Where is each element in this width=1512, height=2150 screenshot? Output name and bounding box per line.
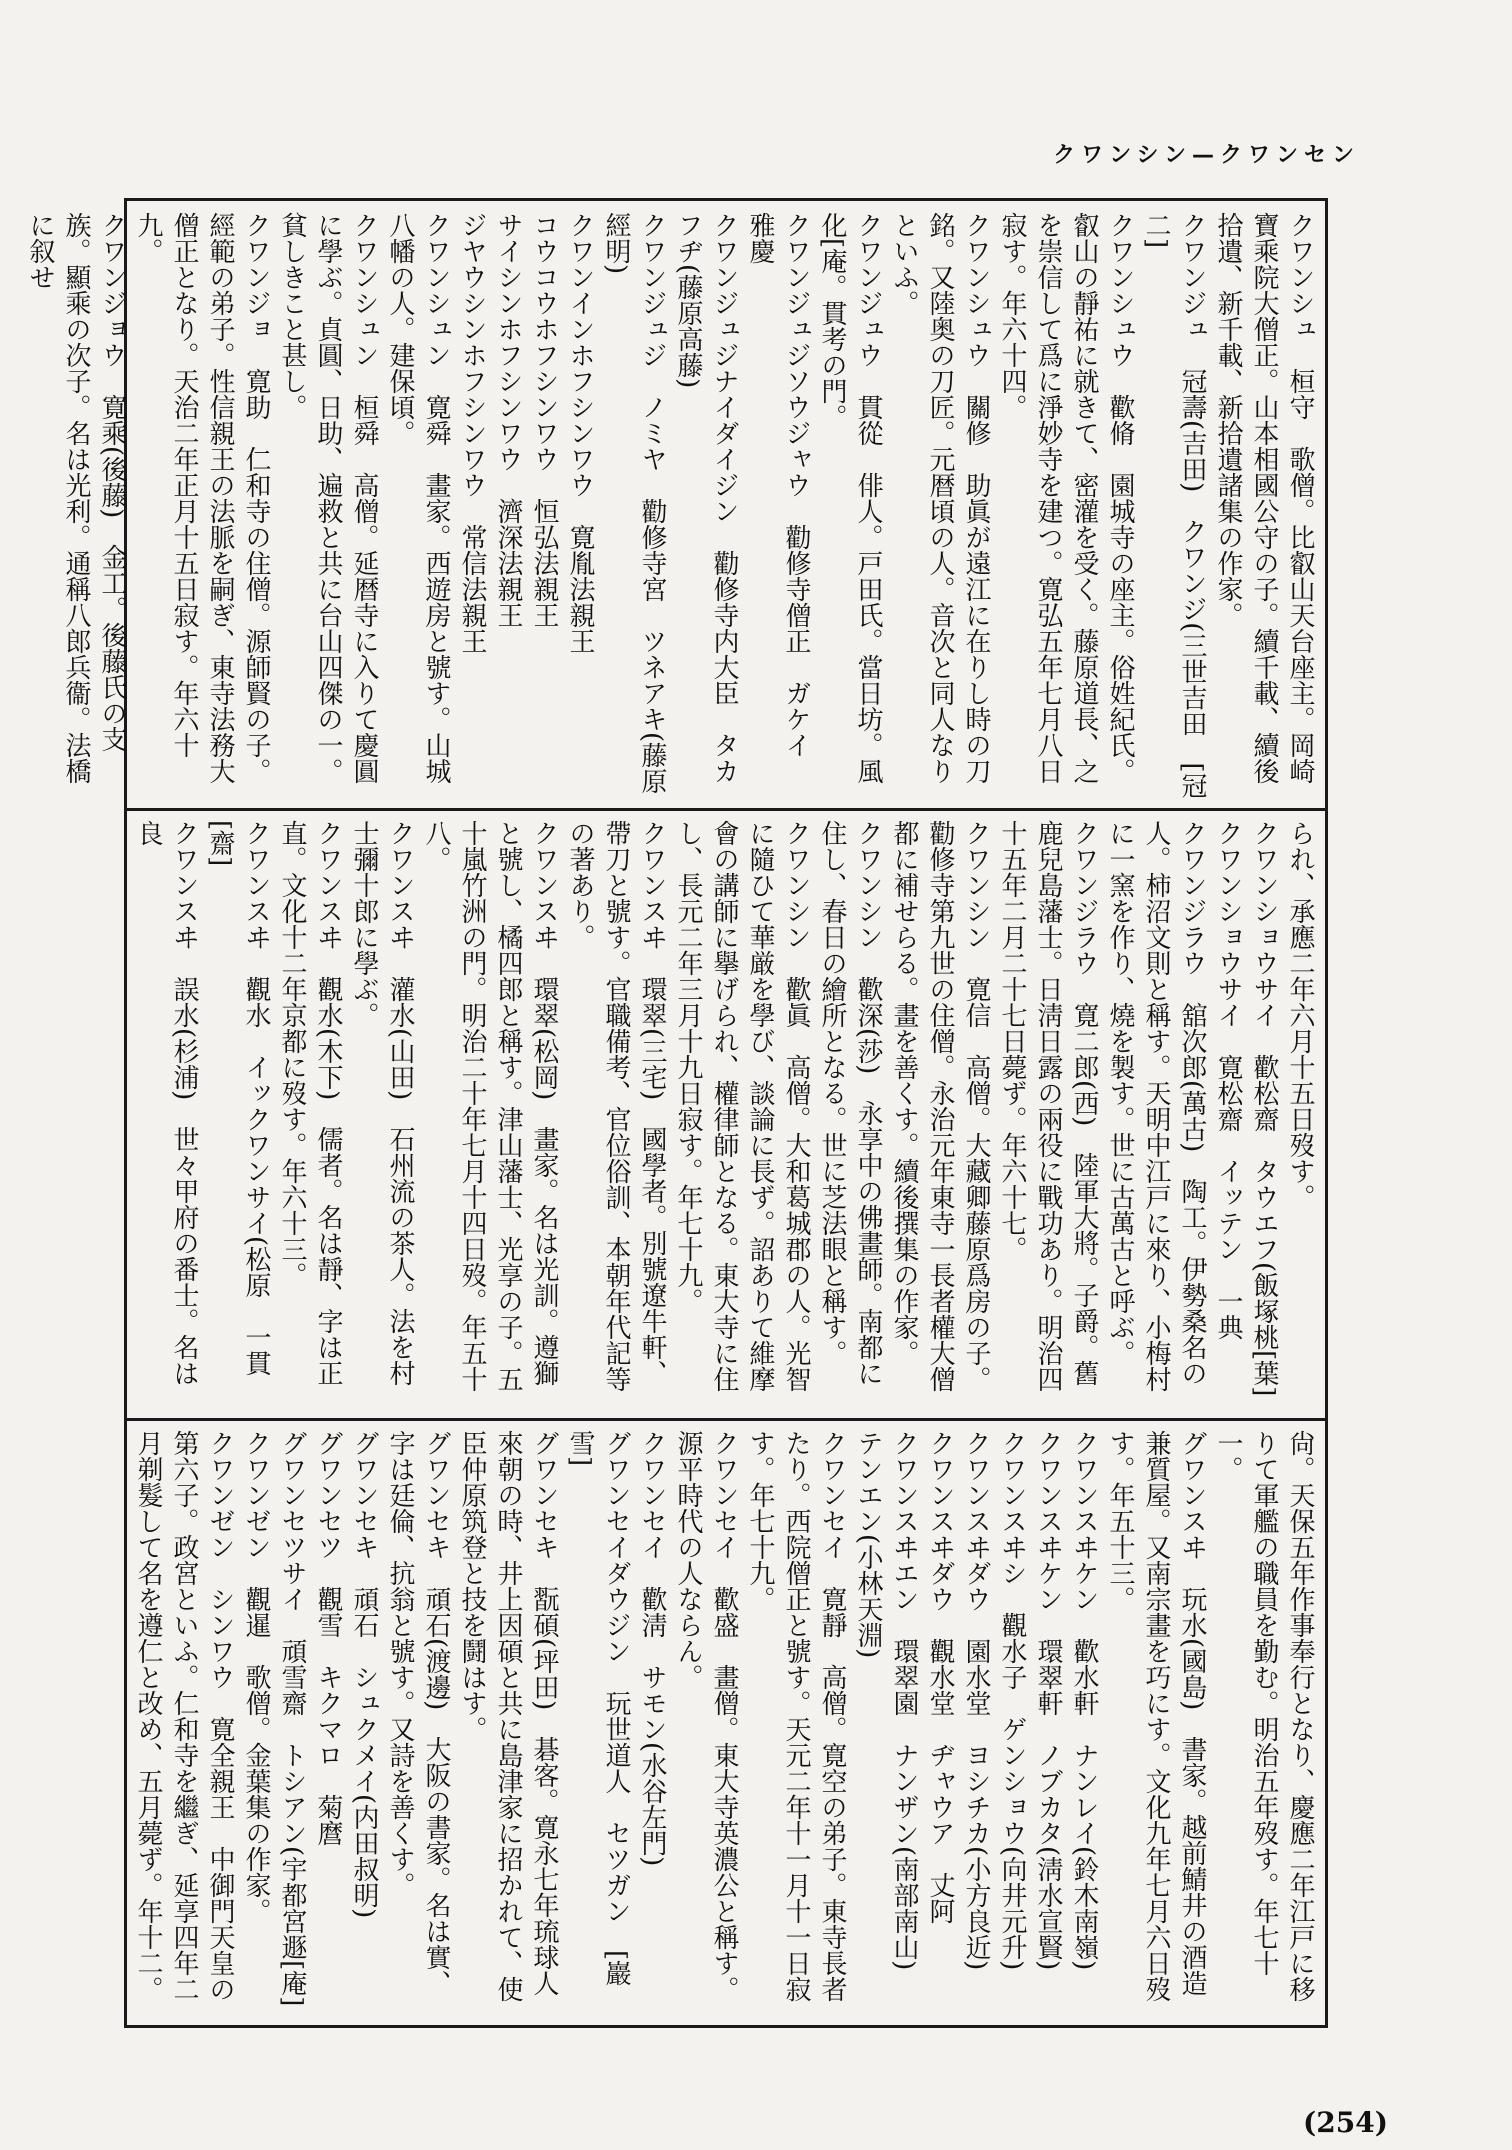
entry: グワンセツサイ 頑雪齋 トシアン(宇都宮遯[庵] [277,1430,307,2007]
entry: グワンスヰ 玩水(國島) 書家。越前鯖井の酒造兼質屋。又南宗畫を巧にす。文化九年七月六日歿す。年五十三。 [1105,1430,1207,2002]
entry: クワンシュウ 關修 助眞が遠江に在りし時の刀銘。又陸奥の刀匠。元暦頃の人。音次と同人なりといふ。 [889,212,991,784]
entry: クワンジュジ ノミヤ 勸修寺宮 ツネアキ(藤原經明) [601,212,667,795]
entry: クワンジュジソウジャウ 勸修寺僧正 ガケイ 雅慶 [745,212,811,784]
entry: クワンシュン 桓舜 高僧。延暦寺に入りて慶圓に學ぶ。貞圓、日助、遍救と共に台山四傑の一。貧しきこと甚し。 [277,212,379,784]
entry: クワンシュ 桓守 歌僧。比叡山天台座主。岡崎寶乘院大僧正。山本相國公守の子。續千載、續後拾遺、新千載、新拾遺諸集の作家。 [1213,212,1315,784]
entry: 尙。天保五年作事奉行となり、慶應二年江戸に移りて軍艦の職員を勤む。明治五年歿す。年七十一。 [1213,1430,1315,2002]
entry: クワンスヰ 觀水(木下) 儒者。名は靜、字は正直。文化十二年京都に歿す。年六十三。 [277,820,343,1387]
entry: クワンスヰケン 環翠軒 ノブカタ(淸水宣賢) [1033,1430,1063,1971]
entry: クワンショウサイ 歡松齋 タウエフ(飯塚桃[葉] [1249,820,1279,1397]
entry: テンエン(小林天淵) [853,1430,883,1659]
entry: クワンスヰ 環翠(松岡) 畫家。名は光訓。遵獅と號し、橘四郎と稱す。津山藩士、光享の子。五十嵐竹洲の門。明治二十年七月十四日歿。年五十八。 [421,820,559,1392]
entry: クワンセイ 歡淸 サモン(水谷左門) [637,1430,667,1867]
entry: クワンシュウ 歡脩 園城寺の座主。俗姓紀氏。叡山の靜祐に就きて、密灌を受く。藤原道長、之を崇信して爲に淨妙寺を建つ。寛弘五年七月八日寂す。年六十四。 [997,212,1135,784]
running-header: クワンシン—クワンセン [1053,143,1360,168]
entry: クワンゼン 觀暹 歌僧。金葉集の作家。 [241,1430,271,1924]
entry: クワンスヰ 觀水 イックワンサイ(松原 一貫[齋] [205,820,271,1377]
entry: クワンセイ 歡盛 畫僧。東大寺英濃公と稱す。源平時代の人ならん。 [673,1430,739,2002]
entry: クワンスヰエン 環翠園 ナンザン(南部南山) [889,1430,919,1971]
page-number: (254) [1303,2106,1388,2139]
entry: クワンシン 歡眞 高僧。大和葛城郡の人。光智に隨ひて華厳を學び、談論に長ず。詔ありて維摩會の講師に擧げられ、權律師となる。東大寺に住し、長元二年三月十九日寂す。年七十九。 [673,820,811,1392]
divider-rule-lower [124,1418,1328,1421]
entry: クワンジョウ 寛乘(後藤) 金工。後藤氏の支族。顯乘の次子。名は光利。通稱八郎兵衞。法橋に叙せ [25,212,127,784]
dictionary-band-lower [134,1430,1318,2020]
entry: サイシンホフシンワウ 濟深法親王 [493,212,523,628]
entry: グワンセキ 頑石 シュクメイ(内田叔明) [349,1430,379,1919]
dictionary-band-middle [134,820,1318,1410]
entry: られ、承應二年六月十五日歿す。 [1285,820,1315,1210]
entry: グワンセキ 頑石(渡邊) 大阪の書家。名は實、字は廷倫、抗翁と號す。又詩を善くす。 [385,1430,451,1997]
entry: クワンスヰダウ 觀水堂 ヂャウア 丈阿 [925,1430,955,1924]
entry: コウコウホフシンワウ 恒弘法親王 [529,212,559,628]
entry: クワンジラウ 舘次郎(萬古) 陶工。伊勢桑名の人。柿沼文則と稱す。天明中江戸に來り、小梅村に一窯を作り、燒を製す。世に古萬古と呼ぶ。 [1105,820,1207,1392]
entry: クワンシン 歡深(莎) 永享中の佛畫師。南都に住し、春日の繪所となる。世に芝法眼と稱す。 [817,820,883,1387]
entry: クワンジラウ 寛二郎(西) 陸軍大將。子爵。舊鹿兒島藩士。日淸日露の兩役に戰功あり。明治四十五年二月二十七日薨ず。年六十七。 [997,820,1099,1392]
entry: クワンスヰ 環翠(三宅) 國學者。別號遼牛軒、帶刀と號す。官職備考、官位俗訓、本朝年代記等の著あり。 [565,820,667,1392]
entry: クワンスヰシ 觀水子 ゲンショウ(向井元升) [997,1430,1027,1971]
entry: クワンスヰ 誤水(杉浦) 世々甲府の番士。名は良 [133,820,199,1387]
entry: クワンシン 寛信 高僧。大藏卿藤原爲房の子。勸修寺第九世の住僧。永治元年東寺一長者權大僧都に補せらる。畫を善くす。續後撰集の作家。 [889,820,991,1392]
entry: クワンジュ 冠壽(吉田) クワンジ(三世吉田 [冠二] [1141,212,1207,799]
entry: ジヤウシンホフシンワウ 常信法親王 [457,212,487,654]
entry: クワンシュン 寛舜 畫家。西遊房と號す。山城八幡の人。建保頃。 [385,212,451,784]
entry: グワンセキ 翫碩(坪田) 碁客。寛永七年琉球人來朝の時、井上因碩と共に島津家に招かれて、使臣仲原筑登と技を鬪はす。 [457,1430,559,2002]
entry: グワンセツ 觀雪 キクマロ 菊麿 [313,1430,343,1846]
entry: クワンインホフシンワウ 寛胤法親王 [565,212,595,654]
entry: クワンスヰ 灌水(山田) 石州流の茶人。法を村士彌十郎に學ぶ。 [349,820,415,1387]
entry: クワンジュウ 貫從 俳人。戸田氏。當日坊。風化[庵。貫考の門。 [817,212,883,784]
entry: クワンセイ 寛靜 高僧。寛空の弟子。東寺長者たり。西院僧正と號す。天元二年十一月十一日寂す。年七十九。 [745,1430,847,2002]
entry: クワンスヰダウ 園水堂 ヨシチカ(小方良近) [961,1430,991,1971]
entry: クワンジュジナイダイジン 勸修寺内大臣 タカフヂ(藤原高藤) [673,212,739,784]
entry: クワンショウサイ 寛松齋 イッテン 一典 [1213,820,1243,1340]
entry: グワンセイダウジン 玩世道人 セツガン [巖雪] [565,1430,631,1987]
entry: クワンゼン シンワウ 寛全親王 中御門天皇の第六子。政宮といふ。仁和寺を繼ぎ、延享四年二月剃髮して名を遵仁と改め、五月薨ず。年十二。 [133,1430,235,2002]
entry: クワンスヰケン 歡水軒 ナンレイ(鈴木南嶺) [1069,1430,1099,1971]
dictionary-band-upper [25,212,1318,802]
divider-rule-upper [124,808,1328,811]
entry: クワンジョ 寛助 仁和寺の住僧。源師賢の子。經範の弟子。性信親王の法脈を嗣ぎ、東寺法務大僧正となり。天治二年正月十五日寂す。年六十九。 [133,212,271,784]
